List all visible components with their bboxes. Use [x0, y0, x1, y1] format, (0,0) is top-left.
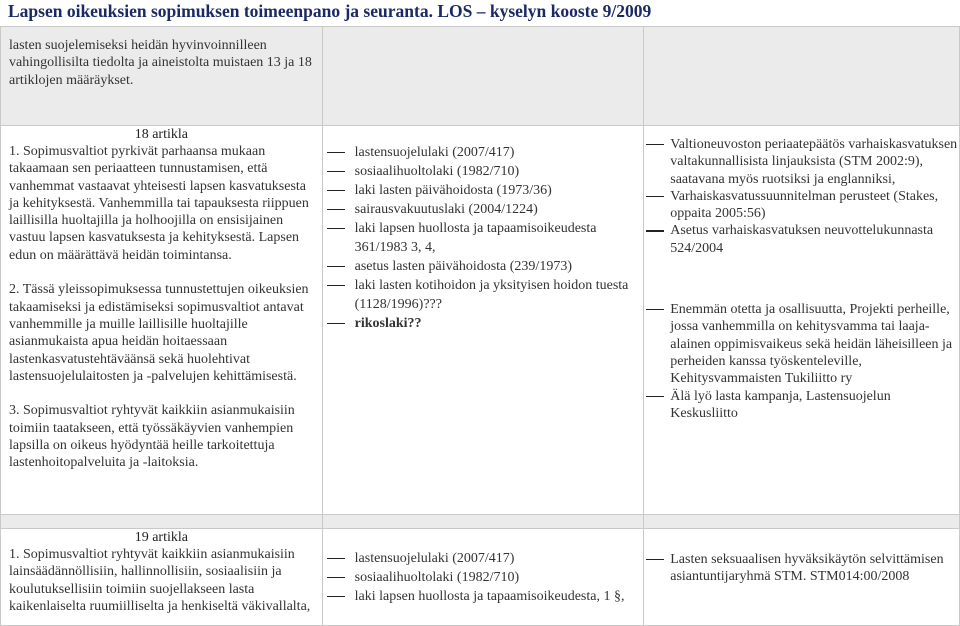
table-row: [1, 126, 960, 515]
list-item: laki lapsen huollosta ja tapaamisoikeudesta 361/1983 3, 4,: [323, 219, 644, 257]
dash-bullet-icon: [327, 209, 345, 210]
dash-bullet-icon: [646, 230, 664, 231]
list-item: laki lasten kotihoidon ja yksityisen hoidon tuesta (1128/1996)???: [323, 276, 644, 314]
table-cell: [644, 515, 960, 529]
article18-programs-cell: [644, 126, 960, 515]
table-row: [1, 515, 960, 529]
dash-bullet-icon: [327, 266, 345, 267]
dash-bullet-icon: [327, 228, 345, 229]
article18-paragraph-1: 1. Sopimusvaltiot pyrkivät parhaansa mukaan takaamaan sen periaatteen tunnustamisen, että vanhemmat vastaavat yhteisesti lapsen kasvatuksesta ja kehityksestä. Vanhemmilla tai tapauksesta riippuen laillisilla huoltajilla ja holhoojilla on ensisijainen vastuu lapsen kasvatuksesta ja kehityksestä. Lapsen edun on määrättävä heidän toimintansa.: [9, 144, 309, 263]
list-item: Varhaiskasvatussuunnitelman perusteet (Stakes, oppaita 2005:56): [644, 188, 959, 223]
dash-bullet-icon: [327, 171, 345, 172]
article19-text-cell: [1, 529, 323, 626]
article18-heading: 18 artikla: [134, 127, 188, 142]
document-table: [0, 26, 960, 626]
page-title: Lapsen oikeuksien sopimuksen toimeenpano ja seuranta. LOS – kyselyn kooste 9/2009: [8, 1, 652, 21]
dash-bullet-icon: [327, 577, 345, 578]
page-header: [0, 0, 960, 26]
article19-program-list: [644, 529, 959, 586]
list-item: Valtioneuvoston periaatepäätös varhaiskasvatuksen valtakunnallisista linjauksista (STM 2002:9), saatavana myös ruotsiksi ja englanniksi,: [644, 136, 959, 188]
article19-programs-cell: [644, 529, 960, 626]
row1-text: lasten suojelemiseksi heidän hyvinvoinnilleen vahingollisilta tiedolta ja aineistolta muistaen 13 ja 18 artiklojen määräykset.: [9, 38, 312, 88]
dash-bullet-icon: [646, 196, 664, 197]
table-row: [1, 27, 960, 126]
dash-bullet-icon: [646, 559, 664, 560]
article18-paragraphs: [1, 143, 322, 472]
article18-paragraph-2: 2. Tässä yleissopimuksessa tunnustettujen oikeuksien takaamiseksi ja edistämiseksi sopimusvaltiot antavat vanhemmille ja muille laillisille huoltajille asianmukaista apua heidän hoitaessaan lastenkasvatustehtäväänsä sekä huolehtivat lastensuojelulaitosten ja -palvelujen kehittämisestä.: [9, 282, 309, 384]
article18-program-list-b: [644, 301, 959, 422]
article19-laws-cell: [322, 529, 644, 626]
dash-bullet-icon: [327, 558, 345, 559]
table-row: [1, 529, 960, 626]
list-item: lastensuojelulaki (2007/417): [323, 143, 644, 162]
table-cell: [644, 27, 960, 126]
list-item: rikoslaki??: [323, 314, 644, 333]
dash-bullet-icon: [327, 323, 345, 324]
spacer: [644, 257, 959, 301]
article18-paragraph-3: 3. Sopimusvaltiot ryhtyvät kaikkiin asianmukaisiin toimiin taatakseen, että työssäkäyvien vanhempien lapsilla on oikeus hyödyntää heille tarkoitettuja lastenhoitopalveluita ja -laitoksia.: [9, 403, 295, 471]
list-item: Enemmän otetta ja osallisuutta, Projekti perheille, jossa vanhemmilla on kehitysvamma tai laaja-alainen oppimisvaikeus sekä heidän läheisilleen ja perheiden kanssa työskenteleville, Kehitysvammaisten Tukiliitto ry: [644, 301, 959, 387]
article18-program-list-a: [644, 126, 959, 257]
list-item: sosiaalihuoltolaki (1982/710): [323, 568, 644, 587]
dash-bullet-icon: [327, 152, 345, 153]
list-item: Älä lyö lasta kampanja, Lastensuojelun Keskusliitto: [644, 388, 959, 423]
list-item: Asetus varhaiskasvatuksen neuvottelukunnasta 524/2004: [644, 222, 959, 257]
article19-paragraph: 1. Sopimusvaltiot ryhtyvät kaikkiin asianmukaisiin lainsäädännöllisiin, hallinnollisiin, sosiaalisiin ja koulutuksellisiin toimiin suojellakseen lasta kaikenlaiselta ruumiilliselta ja henkiseltä väkivallalta,: [9, 547, 311, 614]
table-cell: [1, 27, 323, 126]
article18-text-cell: [1, 126, 323, 515]
list-item: laki lasten päivähoidosta (1973/36): [323, 181, 644, 200]
article18-laws-cell: [322, 126, 644, 515]
article18-law-list: [323, 126, 644, 333]
article19-heading: 19 artikla: [134, 530, 188, 545]
list-item: laki lapsen huollosta ja tapaamisoikeudesta, 1 §,: [323, 587, 644, 606]
article19-law-list: [323, 529, 644, 606]
dash-bullet-icon: [646, 309, 664, 310]
table-cell: [322, 515, 644, 529]
dash-bullet-icon: [646, 396, 664, 397]
table-cell: [322, 27, 644, 126]
list-item: sosiaalihuoltolaki (1982/710): [323, 162, 644, 181]
table-cell: [1, 515, 323, 529]
list-item: Lasten seksuaalisen hyväksikäytön selvittämisen asiantuntijaryhmä STM. STM014:00/2008: [644, 551, 959, 586]
dash-bullet-icon: [327, 285, 345, 286]
list-item: lastensuojelulaki (2007/417): [323, 549, 644, 568]
dash-bullet-icon: [646, 144, 664, 145]
list-item: asetus lasten päivähoidosta (239/1973): [323, 257, 644, 276]
dash-bullet-icon: [327, 190, 345, 191]
dash-bullet-icon: [327, 596, 345, 597]
list-item: sairausvakuutuslaki (2004/1224): [323, 200, 644, 219]
